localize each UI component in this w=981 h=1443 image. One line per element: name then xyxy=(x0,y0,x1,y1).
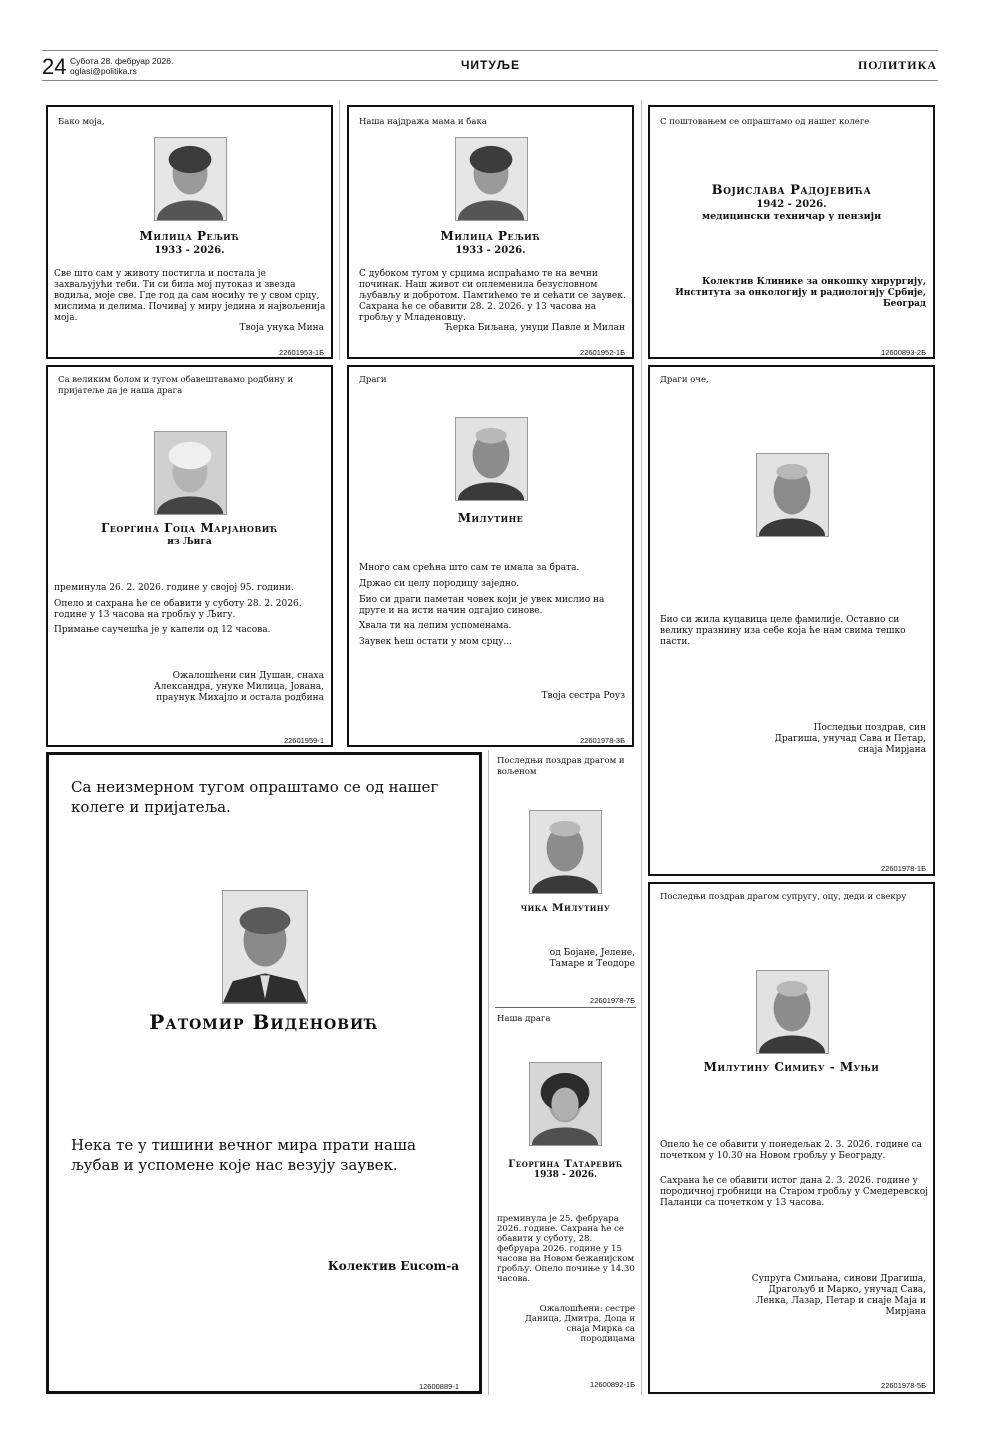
deceased-name: Милутине xyxy=(457,511,524,525)
deceased-name: Војислава Радојевића xyxy=(711,183,872,198)
ad-body: Хвала ти на лепим успоменама. xyxy=(359,621,512,631)
ad-signature: Последњи поздрав, син Драгиша, унучад Сава и Петар, снаја Мирјана xyxy=(774,723,926,755)
obituary-ad xyxy=(46,365,333,747)
ad-code: 12600889-1 xyxy=(418,1382,459,1391)
obituary-ad xyxy=(46,105,333,359)
ad-signature: од Бојане, Јелене, Тамаре и Теодоре xyxy=(549,948,635,969)
ad-code: 12600892-1Б xyxy=(590,1380,635,1389)
ad-code: 22601978-5Б xyxy=(881,1381,926,1390)
obituary-ad xyxy=(648,882,935,1394)
email-text[interactable]: oglasi@politika.rs xyxy=(70,66,137,76)
page-number: 24 xyxy=(42,54,67,79)
section-title: ЧИТУЉЕ xyxy=(461,58,520,72)
ad-body: Опело ће се обавити у понедељак 2. 3. 2026. године са почетком у 10.30 на Новом гробљу у Београду. xyxy=(660,1140,923,1161)
obituary-ad xyxy=(347,365,634,747)
ad-code: 22601978-7Б xyxy=(590,996,635,1005)
obituary-ad xyxy=(495,1014,636,1392)
ad-signature: Ожалошћени: сестре Даница, Дмитра, Доца и снаја Мирка са породицама xyxy=(525,1304,635,1344)
ad-intro: Са великим болом и тугом обавештавамо родбину и пријатеље да је наша драга xyxy=(58,375,294,396)
ad-code: 22601953-1Б xyxy=(279,348,324,357)
ad-signature: Ћерка Биљана, унуци Павле и Милан xyxy=(444,323,625,333)
ad-body: Примање саучешћа је у капели од 12 часова. xyxy=(54,625,271,635)
ad-body: преминула је 25. фебруара 2026. године. Сахрана ће се обавити у суботу, 28. фебруара 2026. године у 15 часова на Новом бежанијском гробљу. Опело почиње у 14.30 часова. xyxy=(497,1214,635,1284)
obituary-ad xyxy=(495,756,636,1008)
deceased-name: Георгина Гоца Марјановић xyxy=(100,521,279,535)
portrait-photo xyxy=(756,453,829,537)
ad-signature: Твоја унука Мина xyxy=(239,323,324,333)
ad-code: 22601978-3Б xyxy=(580,736,625,745)
date-text: Субота 28. фебруар 2026. xyxy=(70,56,174,66)
life-years: 1938 - 2026. xyxy=(533,1170,598,1180)
ad-signature: Ожалошћени син Душан, снаха Александра, унуке Милица, Јована, праунук Михајло и остала родбина xyxy=(153,671,324,703)
profession: медицински техничар у пензији xyxy=(701,211,882,222)
deceased-name: Милутину Симићу - Муњи xyxy=(703,1060,880,1074)
ad-body: Нека те у тишини вечног мира прати наша љубав и успомене које нас везују заувек. xyxy=(71,1136,416,1174)
ad-code: 22601952-1Б xyxy=(580,348,625,357)
ad-body: Много сам срећна што сам те имала за брата. xyxy=(359,563,580,573)
column-separator xyxy=(488,750,489,1395)
life-years: 1933 - 2026. xyxy=(154,245,225,256)
ad-signature: Супруга Смиљана, синови Драгиша, Драгољуб и Марко, унучад Сава, Ленка, Лазар, Петар и снаје Маја и Мирјана xyxy=(751,1274,926,1317)
header-rule xyxy=(42,80,938,81)
ad-intro: С поштовањем се опраштамо од нашег колеге xyxy=(660,117,870,127)
newspaper-logo: ПОЛИТИКА xyxy=(857,58,937,72)
deceased-name: Милица Рељић xyxy=(440,229,541,243)
ad-intro: Наша најдража мама и бака xyxy=(359,117,487,127)
ad-intro: Са неизмерном тугом опраштамо се од нашег колеге и пријатеља. xyxy=(71,778,439,816)
portrait-photo xyxy=(455,417,528,501)
ad-intro: Последњи поздрав драгом и вољеном xyxy=(497,756,625,777)
deceased-name: чика Милутину xyxy=(520,902,611,914)
ad-body: Сахрана ће се обавити истог дана 2. 3. 2026. године у породичној гробници на Старом гробљу у Смедеревској Паланци са почетком у 13 часова. xyxy=(660,1176,928,1208)
portrait-photo xyxy=(529,810,602,894)
ad-intro: Бако моја, xyxy=(58,117,105,127)
ad-intro: Драги оче, xyxy=(660,375,709,385)
place-of-origin: из Љига xyxy=(167,537,212,547)
ad-body: С дубоком тугом у срцима испраћамо те на вечни починак. Наш живот си оплеменила безусловном љубављу и добротом. Памтићемо те и сећати се заувек. Сахрана ће се обавити 28. 2. 2026. у 13 часова на гробљу у Младеновцу. xyxy=(359,269,626,323)
ad-body: Био си драги паметан човек који је увек мислио на друге и на исти начин одгајио синове. xyxy=(359,595,605,616)
ad-body: преминула 26. 2. 2026. године у својој 95. години. xyxy=(54,583,294,593)
ad-body: Опело и сахрана ће се обавити у суботу 28. 2. 2026. године у 13 часова на гробљу у Љигу. xyxy=(54,599,302,620)
ad-intro: Драги xyxy=(359,375,387,385)
portrait-photo xyxy=(222,890,308,1004)
obituary-ad-large xyxy=(46,752,482,1394)
portrait-photo xyxy=(529,1062,602,1146)
ad-body: Био си жила куцавица целе фамилије. Оставио си велику празнину иза себе која ће нам свима тешко пасти. xyxy=(660,615,906,647)
deceased-name: Ратомир Виденовић xyxy=(149,1010,379,1034)
obituary-ad xyxy=(648,105,935,359)
deceased-name: Георгина Татаревић xyxy=(508,1158,623,1170)
ad-body: Све што сам у животу постигла и постала је захваљујући теби. Ти си била мој путоказ и звезда водиља, моје све. Где год да сам носићу те у свом срцу, мислима и делима. Почивај у миру једина и највољенија моја. xyxy=(54,269,326,323)
ad-signature: Колектив Клинике за онкошку хирургију, Института за онкологију и радиологију Србије, Београд xyxy=(675,277,926,309)
obituary-ad xyxy=(648,365,935,876)
portrait-photo xyxy=(154,137,227,221)
portrait-photo xyxy=(756,970,829,1054)
ad-intro: Последњи поздрав драгом супругу, оцу, деди и свекру xyxy=(660,892,907,902)
column-separator xyxy=(641,100,642,1395)
ad-body: Држао си целу породицу заједно. xyxy=(359,579,520,589)
ad-body: Заувек ћеш остати у мом срцу... xyxy=(359,637,513,647)
portrait-photo xyxy=(455,137,528,221)
obituary-ad xyxy=(347,105,634,359)
ad-signature: Колектив Eucom-a xyxy=(327,1259,459,1273)
ad-code: 12600893-2Б xyxy=(881,348,926,357)
life-years: 1942 - 2026. xyxy=(756,199,827,210)
ad-code: 22601959-1 xyxy=(283,736,324,745)
ad-signature: Твоја сестра Роуз xyxy=(541,691,625,701)
life-years: 1933 - 2026. xyxy=(455,245,526,256)
top-rule xyxy=(42,50,938,51)
portrait-photo xyxy=(154,431,227,515)
column-separator xyxy=(339,100,340,360)
deceased-name: Милица Рељић xyxy=(139,229,240,243)
ad-intro: Наша драга xyxy=(497,1014,551,1024)
ad-code: 22601978-1Б xyxy=(881,864,926,873)
